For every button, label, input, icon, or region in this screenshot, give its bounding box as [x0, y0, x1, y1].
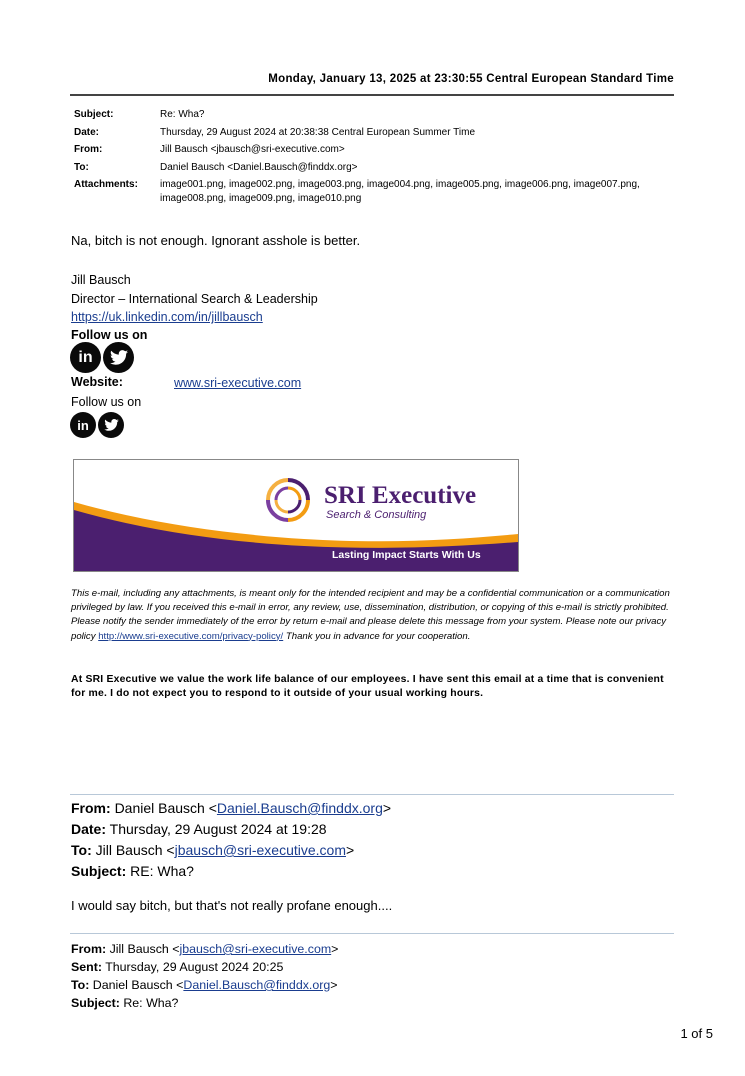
work-life-balance-notice: At SRI Executive we value the work life balance of our employees. I have sent this email at a time that is convenient for me. I do not expect you to respond to it outside of your usual working hours.	[71, 674, 664, 699]
meta-attachments-label: Attachments:	[74, 179, 138, 190]
quoted-message-2-header	[71, 940, 338, 1012]
website-label: Website:	[71, 375, 123, 389]
quoted-separator-2	[70, 933, 674, 934]
quoted-1-subject-row: Subject: RE: Wha?	[71, 863, 194, 879]
quoted-message-1-header	[71, 798, 391, 882]
meta-subject-label: Subject:	[74, 109, 114, 120]
quoted-2-sent-row: Sent: Thursday, 29 August 2024 20:25	[71, 960, 284, 974]
quoted-2-to-email[interactable]: Daniel.Bausch@finddx.org	[183, 978, 331, 992]
meta-from-value: Jill Bausch <jbausch@sri-executive.com>	[160, 144, 345, 155]
meta-to-value: Daniel Bausch <Daniel.Bausch@finddx.org>	[160, 161, 358, 173]
quoted-1-from-row: From: Daniel Bausch <Daniel.Bausch@finddx.org>	[71, 800, 392, 816]
confidentiality-disclaimer	[71, 587, 671, 644]
quoted-2-subject-row: Subject: Re: Wha?	[71, 996, 179, 1010]
website-link[interactable]: www.sri-executive.com	[174, 376, 302, 390]
signature-title: Director – International Search & Leadership	[71, 291, 318, 306]
header-divider	[70, 94, 674, 96]
meta-to-row	[74, 161, 650, 175]
meta-subject-row	[74, 108, 650, 122]
social-icons-large	[70, 342, 134, 373]
follow-us-label: Follow us on	[71, 327, 148, 342]
meta-date-value: Thursday, 29 August 2024 at 20:38:38 Central European Summer Time	[160, 126, 475, 138]
twitter-icon[interactable]	[103, 342, 134, 373]
signature-linkedin-link[interactable]: https://uk.linkedin.com/in/jillbausch	[71, 310, 263, 324]
quoted-2-from-email[interactable]: jbausch@sri-executive.com	[179, 942, 332, 956]
disclaimer-text-end: Thank you in advance for your cooperation.	[283, 630, 471, 642]
linkedin-icon-small[interactable]: in	[70, 412, 96, 438]
quoted-1-to-email[interactable]: jbausch@sri-executive.com	[174, 842, 346, 858]
quoted-2-to-row: To: Daniel Bausch <Daniel.Bausch@finddx.org>	[71, 978, 338, 992]
banner-brand: SRI Executive	[324, 482, 477, 509]
email-meta	[74, 108, 650, 209]
message-body: Na, bitch is not enough. Ignorant asshole is better.	[71, 233, 361, 248]
meta-date-label: Date:	[74, 126, 100, 138]
sri-logo-mark	[268, 480, 308, 520]
privacy-policy-link[interactable]: http://www.sri-executive.com/privacy-policy/	[98, 630, 284, 642]
social-icons-small	[70, 412, 124, 438]
meta-attachments-value: image001.png, image002.png, image003.png, image004.png, image005.png, image006.png, image007.png, image008.png, image009.png, image010.png	[160, 179, 640, 204]
meta-subject-value: Re: Wha?	[160, 109, 205, 120]
meta-from-row	[74, 143, 650, 157]
print-header-timestamp: Monday, January 13, 2025 at 23:30:55 Central European Standard Time	[268, 73, 674, 85]
banner-slogan: Lasting Impact Starts With Us	[332, 549, 481, 561]
linkedin-icon[interactable]: in	[70, 342, 101, 373]
meta-attachments-row	[74, 178, 650, 205]
sri-executive-banner	[73, 459, 519, 572]
twitter-bird-icon-small	[104, 419, 119, 431]
meta-to-label: To:	[74, 161, 89, 173]
quoted-2-from-row: From: Jill Bausch <jbausch@sri-executive.com>	[71, 942, 339, 956]
signature-name: Jill Bausch	[71, 273, 131, 287]
quoted-1-date-row: Date: Thursday, 29 August 2024 at 19:28	[71, 821, 327, 837]
meta-date-row	[74, 126, 650, 140]
twitter-bird-icon	[110, 350, 128, 365]
quoted-separator-1	[70, 794, 674, 795]
follow-us-label-2: Follow us on	[71, 395, 142, 409]
disclaimer-text: This e-mail, including any attachments, is meant only for the intended recipient and may be a confidential communication or a communication privileged by law. If you received this e-mail in error, any review, use, dissemination, distribution, or copying of this e-mail is strictly prohibited. Please notify the sender immediately of the error by return e-mail and please delete this message from your system. Please note our privacy policy	[71, 588, 670, 642]
twitter-icon-small[interactable]	[98, 412, 124, 438]
quoted-message-1-body: I would say bitch, but that's not really profane enough....	[71, 898, 393, 913]
meta-from-label: From:	[74, 144, 103, 155]
signature	[71, 271, 318, 344]
quoted-1-from-email[interactable]: Daniel.Bausch@finddx.org	[216, 800, 383, 816]
page-number: 1 of 5	[680, 1026, 713, 1041]
quoted-1-to-row: To: Jill Bausch <jbausch@sri-executive.com>	[71, 842, 355, 858]
banner-tagline: Search & Consulting	[326, 509, 427, 521]
